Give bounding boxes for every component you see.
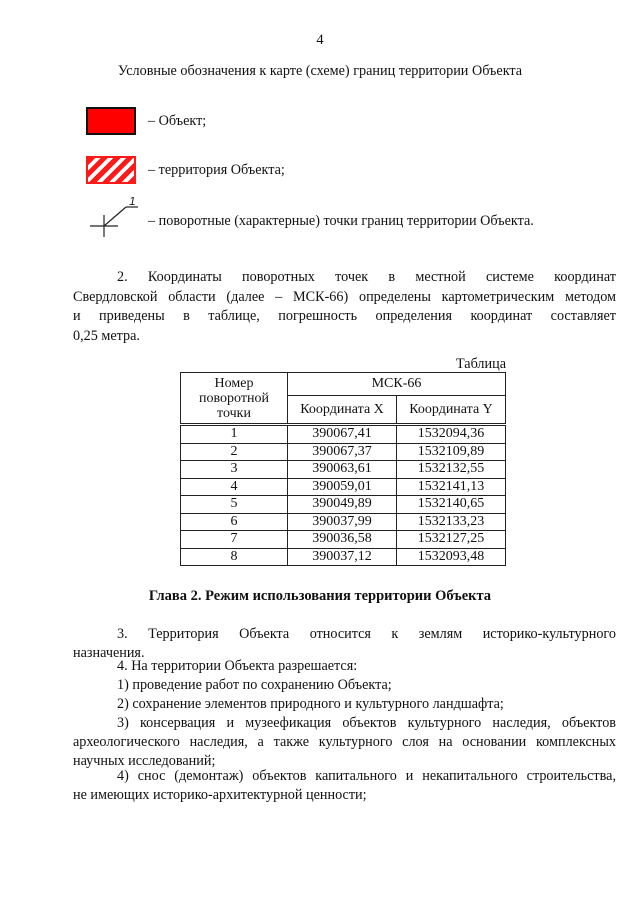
cell-y: 1532094,36	[397, 425, 506, 444]
table-row	[181, 496, 506, 514]
cell-point: 8	[181, 548, 288, 566]
cell-point: 7	[181, 531, 288, 549]
list-item	[73, 767, 616, 805]
paragraph-line: Свердловской области (далее – МСК-66) определены картометрическим методом	[73, 288, 616, 305]
table-row	[181, 461, 506, 479]
header-system: МСК-66	[288, 373, 506, 396]
cell-x: 390059,01	[288, 478, 397, 496]
cell-y: 1532109,89	[397, 443, 506, 461]
cell-point: 1	[181, 425, 288, 444]
cell-x: 390037,12	[288, 548, 397, 566]
header-point-number: Номер поворотной точки	[181, 373, 288, 425]
coordinates-table	[180, 372, 506, 566]
list-item: 2) сохранение элементов природного и культурного ландшафта;	[117, 696, 504, 712]
paragraph-line: 4) снос (демонтаж) объектов капитального и некапитального строительства,	[117, 768, 616, 784]
table-row	[181, 548, 506, 566]
cell-point: 2	[181, 443, 288, 461]
header-x: Координата X	[288, 396, 397, 425]
cell-x: 390063,61	[288, 461, 397, 479]
table-row	[181, 478, 506, 496]
cell-x: 390067,37	[288, 443, 397, 461]
table-row	[181, 443, 506, 461]
legend-item-territory	[86, 155, 285, 185]
paragraph-line: 0,25 метра.	[73, 327, 140, 344]
paragraph-line: 2. Координаты поворотных точек в местной системе координат	[117, 269, 616, 285]
paragraph-line: назначения.	[73, 645, 145, 662]
object-swatch-icon	[86, 107, 136, 135]
paragraph-line: и приведены в таблице, погрешность определения координат составляет	[73, 308, 616, 325]
chapter-title: Глава 2. Режим использования территории Объекта	[148, 588, 492, 604]
table-row	[181, 531, 506, 549]
cell-point: 3	[181, 461, 288, 479]
cell-x: 390037,99	[288, 513, 397, 531]
cell-x: 390049,89	[288, 496, 397, 514]
paragraph-line: 3. Территория Объекта относится к землям историко-культурного	[117, 626, 616, 642]
cell-point: 5	[181, 496, 288, 514]
legend-item-text: – Объект;	[148, 112, 207, 129]
paragraph-line: научных исследований;	[73, 753, 216, 770]
header-y: Координата Y	[397, 396, 506, 425]
paragraph-coordinates	[73, 268, 616, 346]
paragraph-4: 4. На территории Объекта разрешается:	[117, 658, 358, 674]
cell-y: 1532141,13	[397, 478, 506, 496]
paragraph-line: археологического наследия, а также культурного слоя на основании комплексных	[73, 734, 616, 751]
cell-x: 390067,41	[288, 425, 397, 444]
cell-point: 6	[181, 513, 288, 531]
turning-point-label: 1	[129, 197, 136, 208]
list-item: 1) проведение работ по сохранению Объекта;	[117, 677, 392, 693]
cell-y: 1532093,48	[397, 548, 506, 566]
cell-y: 1532133,23	[397, 513, 506, 531]
cell-point: 4	[181, 478, 288, 496]
cell-y: 1532140,65	[397, 496, 506, 514]
paragraph-line: 3) консервация и музеефикация объектов культурного наследия, объектов	[117, 715, 616, 731]
legend-item-text: – территория Объекта;	[148, 161, 285, 178]
list-item	[73, 714, 616, 772]
paragraph-line: не имеющих историко-архитектурной ценности;	[73, 787, 367, 804]
legend-title: Условные обозначения к карте (схеме) границ территории Объекта	[117, 63, 523, 79]
cell-x: 390036,58	[288, 531, 397, 549]
legend-item-turning-point	[86, 197, 534, 232]
legend-item-object	[86, 106, 207, 136]
table-row	[181, 425, 506, 444]
table-row	[181, 513, 506, 531]
page-number: 4	[316, 32, 324, 48]
legend-item-text: – поворотные (характерные) точки границ территории Объекта.	[148, 213, 534, 229]
turning-point-icon	[86, 197, 142, 237]
cell-y: 1532127,25	[397, 531, 506, 549]
table-caption: Таблица	[455, 356, 506, 372]
territory-hatch-icon	[86, 156, 136, 184]
cell-y: 1532132,55	[397, 461, 506, 479]
table-header-row	[181, 373, 506, 396]
